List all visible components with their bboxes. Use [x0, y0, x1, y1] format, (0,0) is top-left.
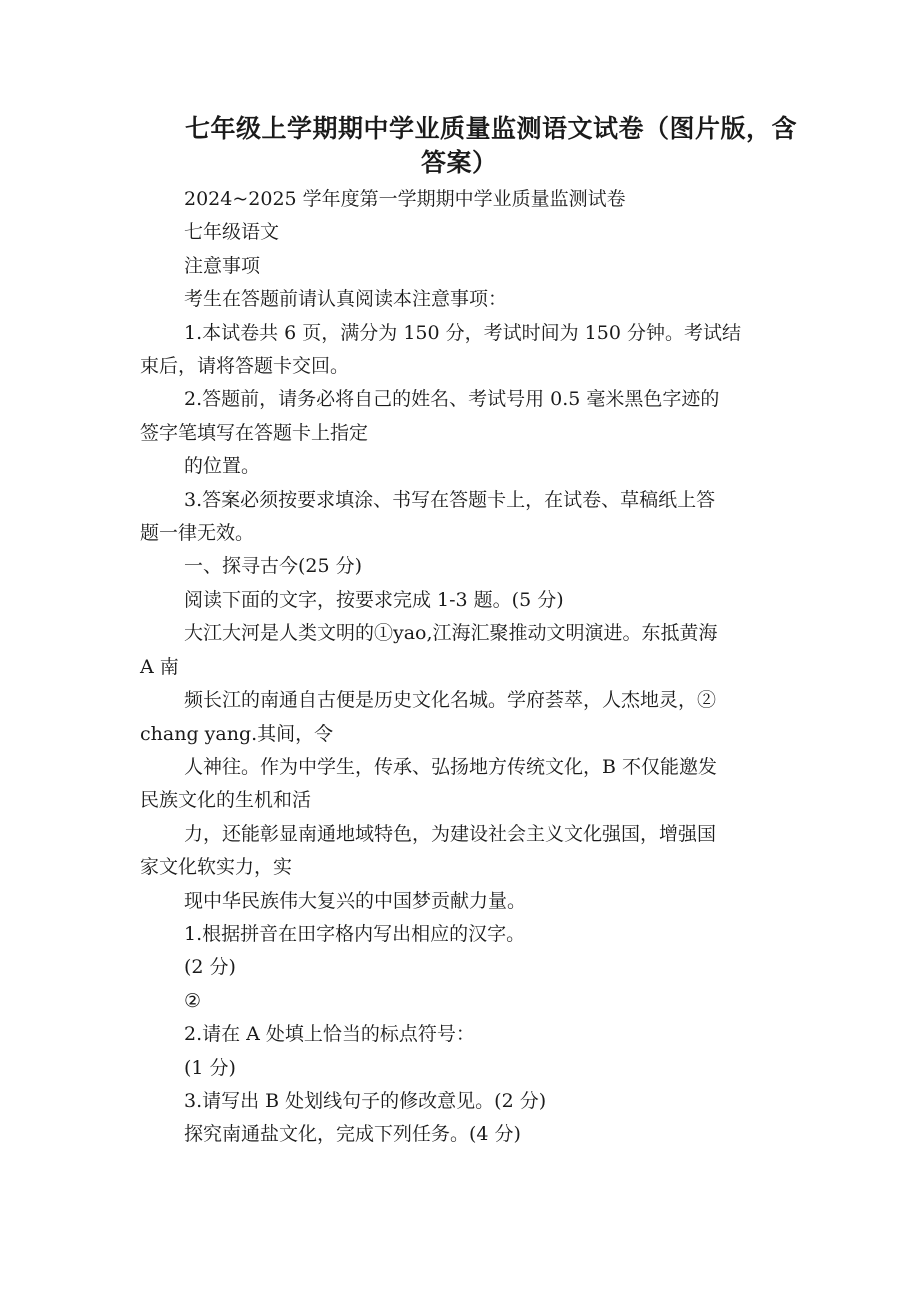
text-line: 3.答案必须按要求填涂、书写在答题卡上，在试卷、草稿纸上答 [184, 488, 716, 511]
text-line: 频长江的南通自古便是历史文化名城。学府荟萃，人杰地灵，② [184, 689, 717, 712]
text-line: 民族文化的生机和活 [140, 789, 312, 812]
text-line: 1.本试卷共 6 页，满分为 150 分，考试时间为 150 分钟。考试结 [184, 321, 741, 344]
text-line: 考生在答题前请认真阅读本注意事项： [184, 288, 508, 311]
text-line: 人神往。作为中学生，传承、弘扬地方传统文化，B 不仅能邀发 [184, 755, 718, 778]
text-line: (1 分) [184, 1056, 236, 1079]
text-line: 一、探寻古今(25 分) [184, 555, 363, 578]
text-line: A 南 [140, 655, 179, 678]
text-line: 七年级语文 [184, 221, 280, 244]
document-title [185, 112, 798, 180]
text-line: 大江大河是人类文明的①yao,江海汇聚推动文明演进。东抵黄海 [184, 622, 718, 645]
text-line: 注意事项 [184, 254, 261, 277]
document-body [140, 183, 790, 1152]
text-line: 1.根据拼音在田字格内写出相应的汉字。 [184, 922, 526, 945]
title-line-1: 七年级上学期期中学业质量监测语文试卷（图片版，含 [185, 114, 798, 143]
text-line: chang yang.其间，令 [140, 722, 334, 745]
text-line: ② [184, 989, 202, 1012]
text-line: 现中华民族伟大复兴的中国梦贡献力量。 [184, 889, 527, 912]
text-line: 家文化软实力，实 [140, 856, 293, 879]
text-line: 2.请在 A 处填上恰当的标点符号： [184, 1023, 475, 1046]
text-line: 2.答题前，请务必将自己的姓名、考试号用 0.5 毫米黑色字迹的 [184, 388, 720, 411]
text-line: 力，还能彰显南通地域特色，为建设社会主义文化强国，增强国 [184, 822, 717, 845]
text-line: 探究南通盐文化，完成下列任务。(4 分) [184, 1123, 521, 1146]
text-line: 题一律无效。 [140, 522, 255, 545]
text-line: 阅读下面的文字，按要求完成 1-3 题。(5 分) [184, 588, 564, 611]
text-line: 2024~2025 学年度第一学期期中学业质量监测试卷 [184, 188, 626, 210]
text-line: 束后，请将答题卡交回。 [140, 355, 350, 378]
text-line: (2 分) [184, 956, 236, 979]
text-line: 的位置。 [184, 455, 261, 478]
title-line-2: 答案） [421, 148, 498, 177]
text-line: 签字笔填写在答题卡上指定 [140, 421, 369, 444]
text-line: 3.请写出 B 处划线句子的修改意见。(2 分) [184, 1089, 547, 1112]
